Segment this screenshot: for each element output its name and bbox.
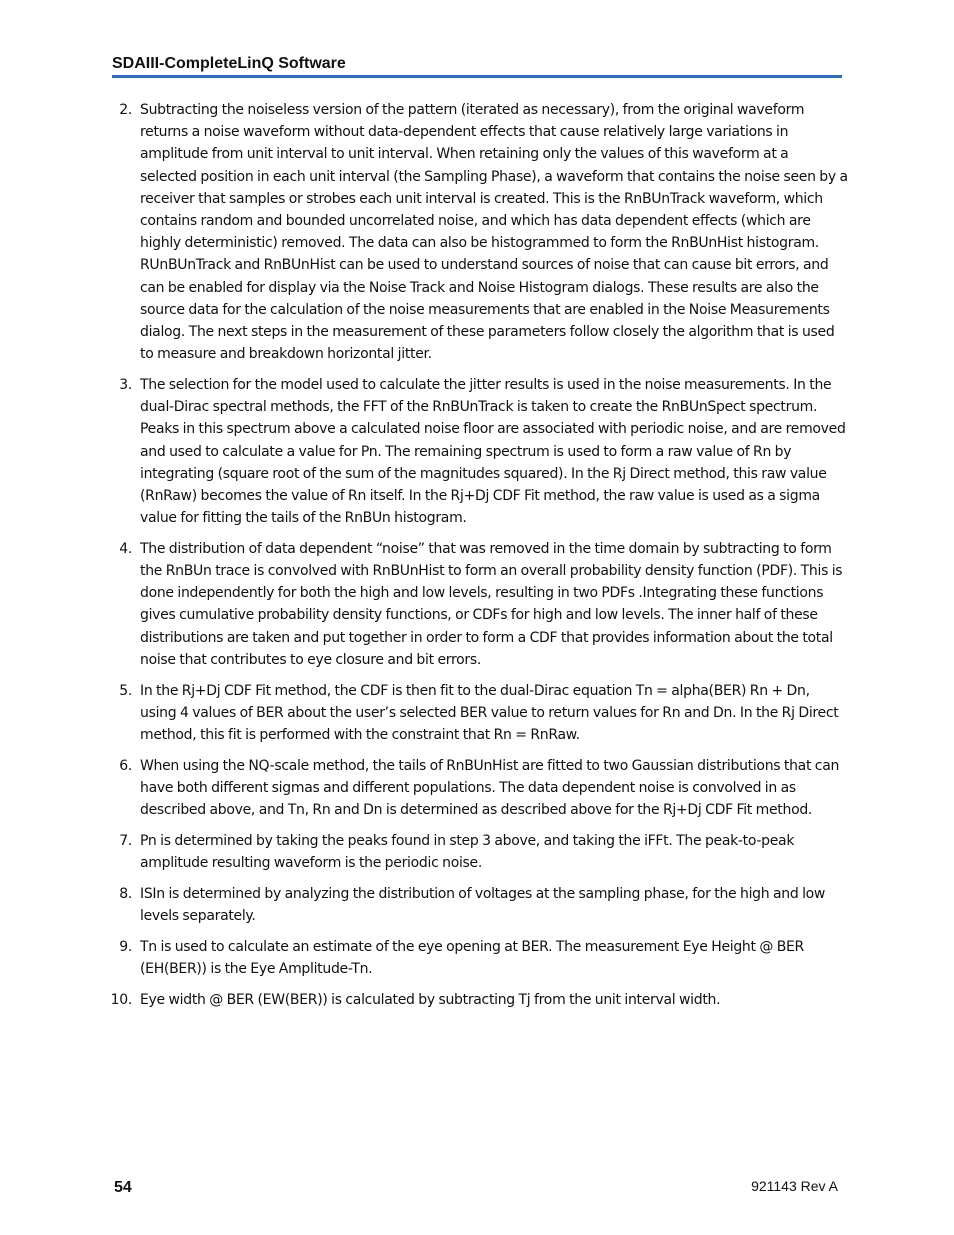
list-item	[104, 99, 848, 365]
list-item-number: 3.	[119, 376, 132, 393]
list-item	[104, 374, 848, 529]
numbered-step-list	[104, 99, 848, 1019]
document-revision: 921143 Rev A	[751, 1178, 838, 1194]
list-item	[104, 989, 848, 1011]
list-item	[104, 883, 848, 927]
list-item-text: The selection for the model used to calculate the jitter results is used in the noise measurements. In the dual-Dirac spectral methods, the FFT of the RnBUnTrack is taken to create the RnBUnSpect spectrum. Peaks in this spectrum above a calculated noise floor are associated with periodic noise, and are removed and used to calculate a value for Pn. The remaining spectrum is used to form a raw value of Rn by integrating (square root of the sum of the magnitudes squared). In the Rj Direct method, this raw value (RnRaw) becomes the value of Rn itself. In the Rj+Dj CDF Fit method, the raw value is used as a sigma value for fitting the tails of the RnBUn histogram.	[140, 376, 846, 527]
list-item-number: 9.	[119, 938, 132, 955]
page-number: 54	[114, 1179, 132, 1196]
list-item-number: 4.	[119, 540, 132, 557]
list-item-text: Tn is used to calculate an estimate of the eye opening at BER. The measurement Eye Height @ BER (EH(BER)) is the Eye Amplitude-Tn.	[140, 938, 804, 977]
list-item	[104, 680, 848, 747]
list-item-number: 7.	[119, 832, 132, 849]
list-item-number: 2.	[119, 102, 132, 118]
list-item-number: 6.	[119, 757, 132, 774]
page-header	[112, 53, 842, 78]
list-item-text: Eye width @ BER (EW(BER)) is calculated by subtracting Tj from the unit interval width.	[140, 991, 721, 1008]
list-item-text: The distribution of data dependent “noise” that was removed in the time domain by subtracting to form the RnBUn trace is convolved with RnBUnHist to form an overall probability density function (PDF). This is done independently for both the high and low levels, resulting in two PDFs .Integrating these functions gives cumulative probability density functions, or CDFs for high and low levels. The inner half of these distributions are taken and put together in order to form a CDF that provides information about the total noise that contributes to eye closure and bit errors.	[140, 540, 843, 668]
list-item-number: 5.	[119, 682, 132, 699]
list-item-number: 10.	[110, 991, 132, 1008]
list-item-text: When using the NQ-scale method, the tails of RnBUnHist are fitted to two Gaussian distributions that can have both different sigmas and different populations. The data dependent noise is convolved in as described above, and Tn, Rn and Dn is determined as described above for the Rj+Dj CDF Fit method.	[140, 757, 840, 819]
header-title: SDAIII-CompleteLinQ Software	[112, 55, 346, 72]
list-item-text: In the Rj+Dj CDF Fit method, the CDF is then fit to the dual-Dirac equation Tn = alpha(BER) Rn + Dn, using 4 values of BER about the user’s selected BER value to return values for Rn and Dn. In the Rj Direct method, this fit is performed with the constraint that Rn = RnRaw.	[140, 682, 839, 743]
list-item-number: 8.	[119, 885, 132, 902]
list-item-text: Subtracting the noiseless version of the pattern (iterated as necessary), from the original waveform returns a noise waveform without data-dependent effects that cause relatively large variations in amplitude from unit interval to unit interval. When retaining only the values of this waveform at a selected position in each unit interval (the Sampling Phase), a waveform that contains the noise seen by a receiver that samples or strobes each unit interval is created. This is the RnBUnTrack waveform, which contains random and bounded uncorrelated noise, and which has data dependent effects (which are highly deterministic) removed. The data can also be histogrammed to form the RnBUnHist histogram. RUnBUnTrack and RnBUnHist can be used to understand sources of noise that can cause bit errors, and can be enabled for display via the Noise Track and Noise Histogram dialogs. These results are also the source data for the calculation of the noise measurements that are enabled in the Noise Measurements dialog. The next steps in the measurement of these parameters follow closely the algorithm that is used to measure and breakdown horizontal jitter.	[140, 102, 848, 363]
list-item-text: ISIn is determined by analyzing the distribution of voltages at the sampling phase, for the high and low levels separately.	[140, 885, 826, 924]
list-item	[104, 830, 848, 874]
list-item	[104, 755, 848, 822]
list-item-text: Pn is determined by taking the peaks found in step 3 above, and taking the iFFt. The peak-to-peak amplitude resulting waveform is the periodic noise.	[140, 832, 795, 871]
list-item	[104, 936, 848, 980]
list-item	[104, 538, 848, 671]
